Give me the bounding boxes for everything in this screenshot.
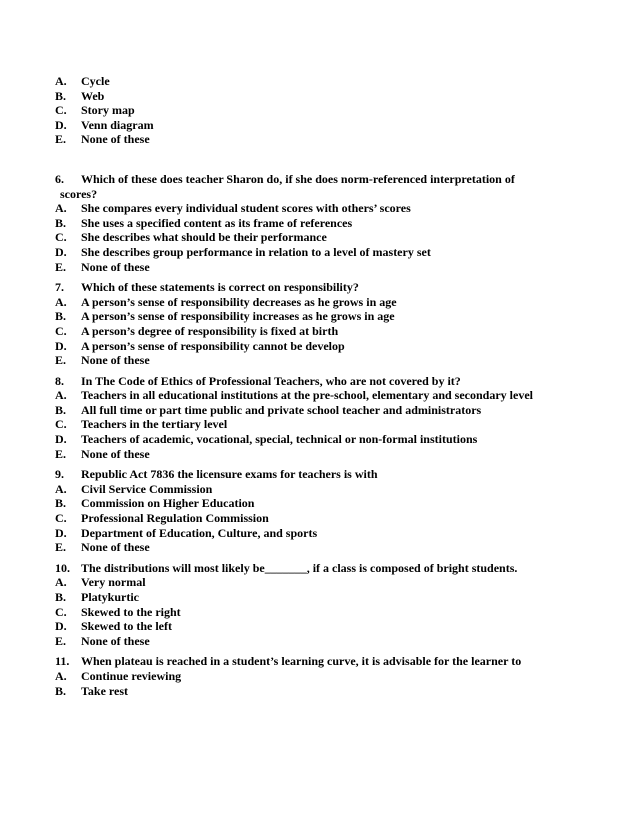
option-line: A. A person’s sense of responsibility decreases as he grows in age (55, 294, 397, 309)
option-line: B. Commission on Higher Education (55, 496, 255, 511)
option-line: D. Teachers of academic, vocational, special, technical or non-formal institutions (55, 432, 478, 447)
option-line: A. She compares every individual student scores with others’ scores (55, 201, 411, 216)
option-line: A. Cycle (55, 74, 110, 88)
option-line: B. Web (55, 88, 105, 103)
option-line: E. None of these (55, 259, 150, 274)
question-stem: 6. Which of these does teacher Sharon do, if she does norm-referenced interpretation of (55, 171, 515, 186)
option-line: B. All full time or part time public and private school teacher and administrators (55, 402, 482, 417)
option-line: A. Civil Service Commission (55, 481, 213, 496)
question-11 (55, 654, 625, 698)
option-line: D. Venn diagram (55, 117, 154, 132)
question-stem: 8. In The Code of Ethics of Professional Teachers, who are not covered by it? (55, 373, 461, 388)
option-line: A. Very normal (55, 575, 146, 590)
option-line: C. Professional Regulation Commission (55, 511, 269, 526)
question-8 (55, 374, 625, 462)
option-line: B. Platykurtic (55, 590, 139, 604)
question-stem: 9. Republic Act 7836 the licensure exams for teachers is with (55, 467, 378, 482)
option-line: D. Department of Education, Culture, and sports (55, 525, 318, 540)
option-line: E. None of these (55, 540, 150, 555)
option-line: D. A person’s sense of responsibility cannot be develop (55, 338, 345, 353)
option-line: D. Skewed to the left (55, 619, 172, 634)
question-stem: 11. When plateau is reached in a student’s learning curve, it is advisable for the learner to (55, 654, 522, 669)
question-10 (55, 561, 625, 649)
option-line: E. None of these (55, 353, 150, 368)
question-9 (55, 467, 625, 555)
question-6 (55, 172, 625, 274)
option-line: C. Story map (55, 103, 135, 118)
option-line: B. She uses a specified content as its frame of references (55, 215, 353, 230)
option-line: B. Take rest (55, 683, 129, 698)
option-line: E. None of these (55, 633, 150, 648)
option-line: B. A person’s sense of responsibility increases as he grows in age (55, 309, 395, 324)
option-line: C. A person’s degree of responsibility is fixed at birth (55, 323, 339, 338)
question-stem-continued: scores? (60, 186, 98, 201)
question-stem: 10. The distributions will most likely be_______, if a class is composed of bright students. (55, 560, 518, 575)
option-line: C. She describes what should be their performance (55, 230, 327, 245)
option-line: C. Skewed to the right (55, 604, 181, 619)
option-line: A. Teachers in all educational institutions at the pre-school, elementary and secondary level (55, 388, 533, 403)
question-7 (55, 280, 625, 368)
option-line: C. Teachers in the tertiary level (55, 417, 228, 432)
option-line: E. None of these (55, 132, 150, 147)
option-line: A. Continue reviewing (55, 668, 182, 683)
previous-question-options (55, 74, 625, 147)
option-line: E. None of these (55, 446, 150, 461)
document-page (55, 74, 625, 698)
question-stem: 7. Which of these statements is correct on responsibility? (55, 280, 359, 295)
option-line: D. She describes group performance in relation to a level of mastery set (55, 244, 431, 259)
